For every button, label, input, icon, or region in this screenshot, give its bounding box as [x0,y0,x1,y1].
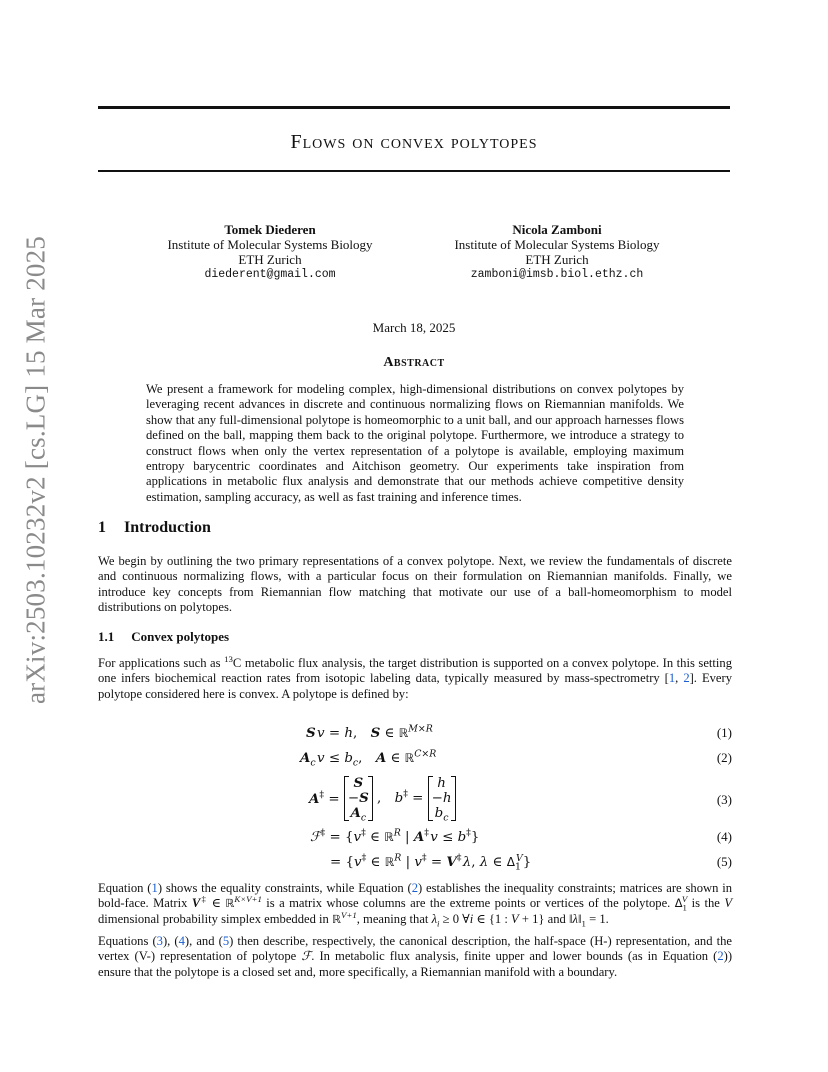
paper-title: Flows on convex polytopes [290,131,538,153]
abstract-heading: Abstract [383,355,445,370]
arxiv-identifier-text: arXiv:2503.10232v2 [cs.LG] 15 Mar 2025 [20,235,51,705]
author-block [407,222,707,282]
title-rule-top [98,106,730,109]
abstract-text: We present a framework for modeling complex, high-dimensional distributions on convex polytopes by leveraging recent advances in discrete and continuous normalizing flows on Riemannian manifolds. We show that any full-dimensional polytope is homeomorphic to a unit ball, and our approach harnesses flows defined on the ball, mapping them back to the original polytope. Furthermore, we introduce a strategy to construct flows when only the vertex representation of a polytope is available, employing maximum entropy barycentric coordinates and Aitchison geometry. Our experiments take inspiration from applications in metabolic flux analysis and demonstrate that our methods achieve competitive density estimation, sampling accuracy, as well as fast training and inference times. [146,382,684,504]
author-email: diederent@gmail.com [204,268,336,281]
equation-link[interactable]: 4 [178,934,185,948]
equation-link[interactable]: 1 [151,881,158,895]
equation-4: ℱ‡ = {v‡ ∈ ℝ$^R$ | A‡ v ≤ b‡} (4) [310,827,732,845]
equation-number: (1) [716,725,732,740]
subsection-heading [98,629,229,645]
equation-number: (5) [716,854,732,869]
author-affiliation: Institute of Molecular Systems Biology [167,237,373,252]
section-number: 1 [98,519,106,536]
equation-number: (2) [716,750,732,765]
equation-2: $A_c$ $v \le b_c$, A ∈ ℝ$^{C\times R}$ (2) [300,748,732,769]
author-institution: ETH Zurich [238,252,302,267]
intro-paragraph: We begin by outlining the two primary representations of a convex polytope. Next, we review the fundamentals of discrete and continuous normalizing flows, with a particular focus on their formulation on Riemannian manifolds. Finally, we introduce key concepts from Riemannian flow matching that motivate our use of a ball-homeomorphism to model distributions on polytopes. [98,554,732,615]
author-affiliation: Institute of Molecular Systems Biology [454,237,660,252]
equation-3: A‡ = S −S $A_c$ , b‡ = h −h $b_c$ (3) [309,775,732,824]
author-email: zamboni@imsb.biol.ethz.ch [470,268,644,281]
equation-number: (3) [716,792,732,807]
subsection-number: 1.1 [98,629,115,644]
paper-date: March 18, 2025 [372,320,456,335]
author-institution: ETH Zurich [525,252,589,267]
equation-link[interactable]: 2 [717,949,724,964]
polytope-paragraph: For applications such as $^{13}$C metabolic flux analysis, the target distribution is supported on a convex polytope. In this setting one infers biochemical reaction rates from isotopic labeling data, typically measured by mass-spectrometry [1, 2]. Every polytope considered here is convex. A polytope is defined by: [98,653,733,701]
subsection-title: Convex polytopes [131,629,230,644]
equation-1: S v = h, S ∈ ℝ$^{M\times R}$ (1) [306,723,732,741]
equation-number: (4) [716,829,732,844]
equation-explanation-paragraph: Equation (1) shows the equality constraints, while Equation (2) establishes the inequality constraints; matrices are shown in bold-face. Matrix V‡ ∈ ℝ$^{K\times V+1}$ is a matrix whose columns are the extreme points or vertices of the polytope. $\Delta_1^V$ is the V dimensional probability simplex embedded in ℝ$^{V+1}$, meaning that $\lambda_i \ge 0$ ∀i ∈ {1 : V + 1} and $‖\lambda‖_1 = 1$. [98,881,733,929]
equation-link[interactable]: 5 [222,934,230,948]
author-block [120,222,420,282]
equation-link[interactable]: 2 [411,881,418,895]
section-heading [98,519,211,537]
author-name: Tomek Diederen [224,222,316,237]
author-name: Nicola Zamboni [512,222,602,237]
equation-link[interactable]: 3 [156,934,163,948]
section-title: Introduction [124,519,211,536]
equation-5: = {v‡ ∈ ℝ$^R$ | v‡ = V‡ λ, λ ∈ $\Delta_1^V$} (5) [330,852,732,873]
citation-link[interactable]: 2 [683,671,690,686]
representation-paragraph: Equations (3), (4), and (5) then describe, respectively, the canonical description, the half-space (H-) representation, and the vertex (V-) representation of polytope ℱ. In metabolic flux analysis, finite upper and lower bounds (as in Equation (2)) ensure that the polytope is a closed set and, more specifically, a Riemannian manifold with a boundary. [98,934,733,979]
title-rule-bottom [98,170,730,172]
citation-link[interactable]: 1 [668,671,676,686]
